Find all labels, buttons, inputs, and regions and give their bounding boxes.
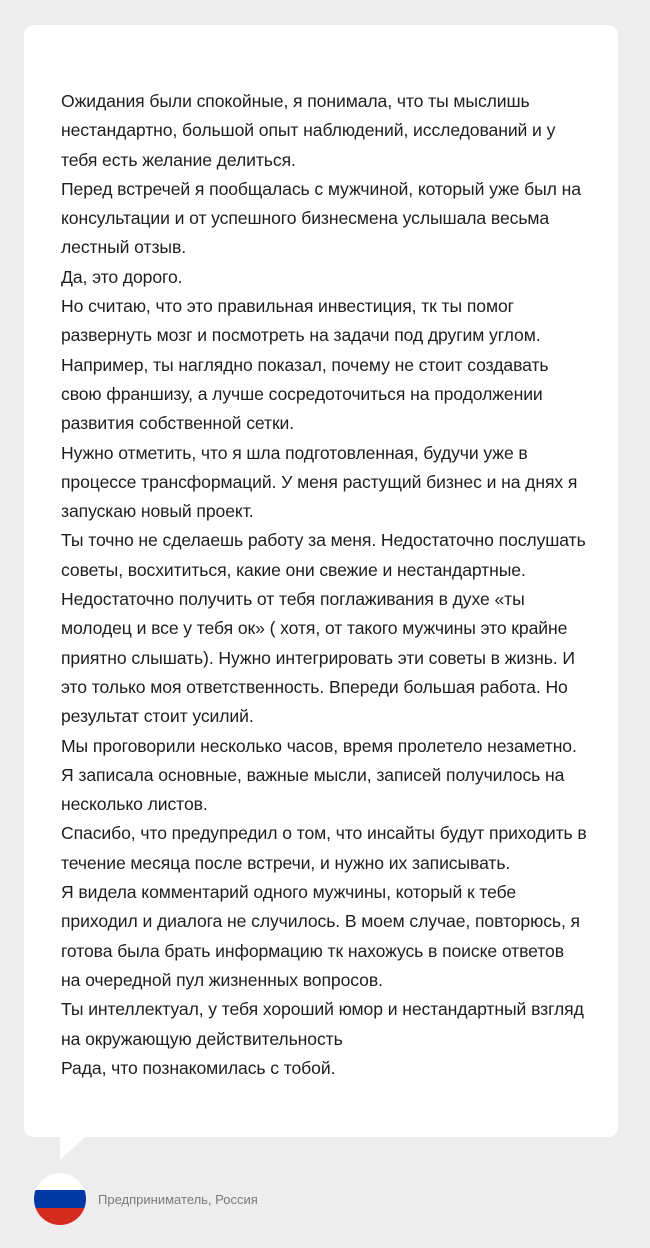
review-paragraph: Перед встречей я пообщалась с мужчиной, который уже был на консультации и от успешного бизнесмена услышала весьма лестный отзыв. xyxy=(61,178,581,258)
review-paragraph: Рада, что познакомилась с тобой. xyxy=(61,1057,336,1078)
russia-flag-icon xyxy=(34,1173,86,1225)
flag-stripe-blue xyxy=(34,1190,86,1207)
author-label: Предприниматель, Россия xyxy=(98,1191,258,1207)
bubble-tail xyxy=(60,1136,86,1160)
review-text xyxy=(61,87,588,1083)
review-paragraph: Ожидания были спокойные, я понимала, что ты мыслишь нестандартно, большой опыт наблюдений, исследований и у тебя есть желание делиться. xyxy=(61,91,556,170)
review-bubble xyxy=(24,25,618,1137)
review-paragraph: Да, это дорого. xyxy=(61,266,183,287)
review-paragraph: Например, ты наглядно показал, почему не стоит создавать свою франшизу, а лучше сосредоточиться на продолжении развития собственной сетки. xyxy=(61,354,549,434)
review-paragraph: Ты интеллектуал, у тебя хороший юмор и нестандартный взгляд на окружающую действительность xyxy=(61,999,584,1049)
review-paragraph: Нужно отметить, что я шла подготовленная, будучи уже в процессе трансформаций. У меня растущий бизнес и на днях я запускаю новый проект. xyxy=(61,442,578,522)
review-paragraph: Спасибо, что предупредил о том, что инсайты будут приходить в течение месяца после встречи, и нужно их записывать. xyxy=(61,823,587,873)
flag-stripe-white xyxy=(34,1173,86,1190)
author-info xyxy=(34,1172,258,1226)
flag-stripe-red xyxy=(34,1208,86,1225)
review-paragraph: Мы проговорили несколько часов, время пролетело незаметно. Я записала основные, важные мысли, записей получилось на несколько листов. xyxy=(61,735,577,815)
review-paragraph: Я видела комментарий одного мужчины, который к тебе приходил и диалога не случилось. В моем случае, повторюсь, я готова была брать информацию тк нахожусь в поиске ответов на очередной пул жизненных вопросов. xyxy=(61,882,580,990)
review-paragraph: Ты точно не сделаешь работу за меня. Недостаточно послушать советы, восхититься, какие они свежие и нестандартные. Недостаточно получить от тебя поглаживания в духе «ты молодец и все у тебя ок» ( хотя, от такого мужчины это крайне приятно слышать). Нужно интегрировать эти советы в жизнь. И это только моя ответственность. Впереди большая работа. Но результат стоит усилий. xyxy=(61,530,586,727)
review-paragraph: Но считаю, что это правильная инвестиция, тк ты помог развернуть мозг и посмотреть на задачи под другим углом. xyxy=(61,296,541,346)
